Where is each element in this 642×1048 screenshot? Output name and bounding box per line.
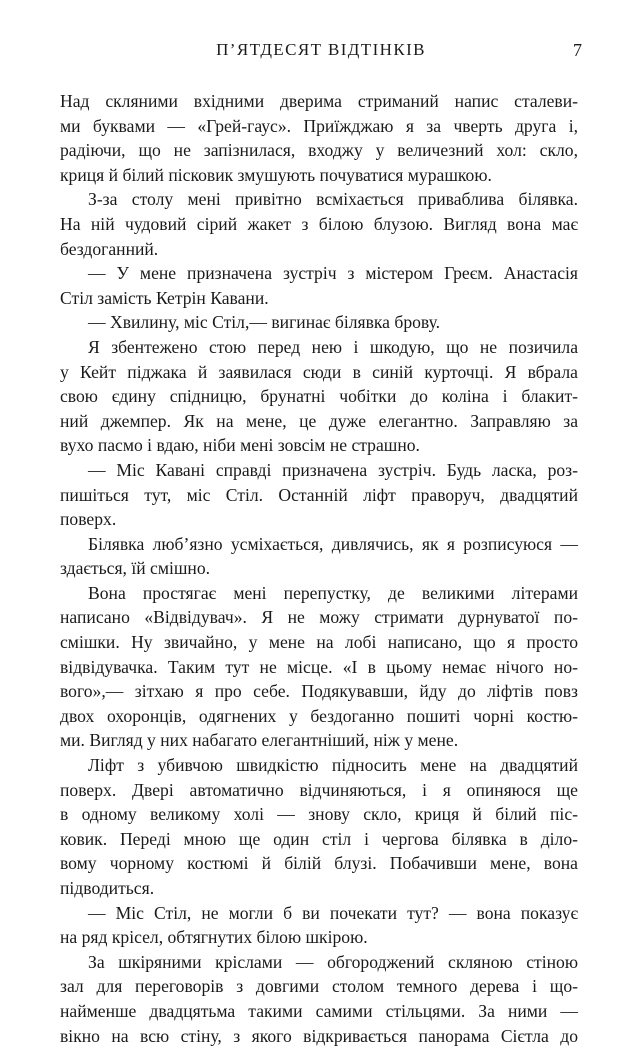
text-line: Стіл замість Кетрін Кавани. [60, 287, 269, 308]
text-line: Я збентежено стою перед нею і шкодую, що не позичила [88, 336, 578, 357]
text-line: ми. Вигляд у них набагато елегантніший, ніж у мене. [60, 730, 459, 751]
text-line: поверх. Двері автоматично відчиняються, і я опиняюся ще [60, 779, 578, 800]
text-line: — Хвилину, міс Стіл,— вигинає білявка брову. [88, 312, 441, 333]
text-line: смішки. Ну звичайно, у мене на лобі написано, що я просто [60, 632, 578, 653]
text-line: вікно на всю стіну, з якого відкривається панорама Сієтла до [60, 1025, 578, 1046]
text-line: ковик. Переді мною ще один стіл і чергова білявка в діло- [60, 828, 578, 849]
text-line: Вона простягає мені перепустку, де великими літерами [88, 582, 578, 603]
text-line: у Кейт піджака й заявилася сюди в синій курточці. Я вбрала [60, 361, 578, 382]
text-line: двох охоронців, одягнених у бездоганно пошиті чорні костю- [60, 705, 578, 726]
text-line: відвідувачка. Таким тут не місце. «І в цьому немає нічого но- [60, 656, 578, 677]
page-number: 7 [573, 40, 582, 60]
running-head [60, 40, 582, 64]
text-line: найменше двадцятьма такими самими стільцями. За ними — [60, 1000, 578, 1021]
text-line: пишіться тут, міс Стіл. Останній ліфт праворуч, двадцятий [60, 484, 578, 505]
text-line: на ряд крісел, обтягнутих білою шкірою. [60, 927, 368, 948]
text-line: зал для переговорів з довгими столом темного дерева і що- [60, 976, 578, 997]
text-line: — Міс Стіл, не могли б ви почекати тут? — вона показує [88, 902, 578, 923]
text-line: Ліфт з убивчою швидкістю підносить мене на двадцятий [88, 755, 578, 776]
text-line: бездоганний. [60, 238, 159, 259]
text-line: На ній чудовий сірий жакет з білою блузою. Вигляд вона має [60, 213, 578, 234]
text-line: вому чорному костюмі й білій блузі. Побачивши мене, вона [60, 853, 578, 874]
text-line: За шкіряними кріслами — обгороджений скляною стіною [88, 951, 578, 972]
text-line: поверх. [60, 509, 117, 530]
text-line: свою єдину спідницю, брунатні чобітки до коліна і блакит- [60, 386, 578, 407]
text-line: вого»,— зітхаю я про себе. Подякувавши, йду до ліфтів повз [60, 681, 578, 702]
text-line: вухо пасмо і вдаю, ніби мені зовсім не страшно. [60, 435, 420, 456]
text-line: в одному великому холі — знову скло, криця й білий піс- [60, 804, 578, 825]
text-line: З-за столу мені привітно всміхається приваблива білявка. [88, 189, 578, 210]
text-line: — Міс Кавані справді призначена зустріч. Будь ласка, роз- [88, 459, 578, 480]
text-line: здається, їй смішно. [60, 558, 211, 579]
running-title: П’ЯТДЕСЯТ ВІДТІНКІВ [216, 40, 426, 59]
text-line: ний джемпер. Як на мене, це дуже елегантно. Заправляю за [60, 410, 578, 431]
text-line: Над скляними вхідними дверима стриманий напис сталеви- [60, 91, 578, 111]
text-line: радіючи, що не запізнилася, входжу у величезний хол: скло, [60, 140, 578, 161]
text-line: криця й білий пісковик змушують почуватися мурашкою. [60, 164, 492, 185]
text-line: ми буквами — «Грей-гаус». Приїжджаю я за чверть друга і, [60, 115, 578, 136]
text-line: підводиться. [60, 878, 155, 898]
text-line: — У мене призначена зустріч з містером Греєм. Анастасія [88, 263, 578, 284]
text-line: Білявка люб’язно усміхається, дивлячись, як я розписуюся — [88, 533, 578, 554]
body-text [60, 89, 578, 1048]
text-line: написано «Відвідувач». Я не можу стримати дурнуватої по- [60, 607, 578, 628]
